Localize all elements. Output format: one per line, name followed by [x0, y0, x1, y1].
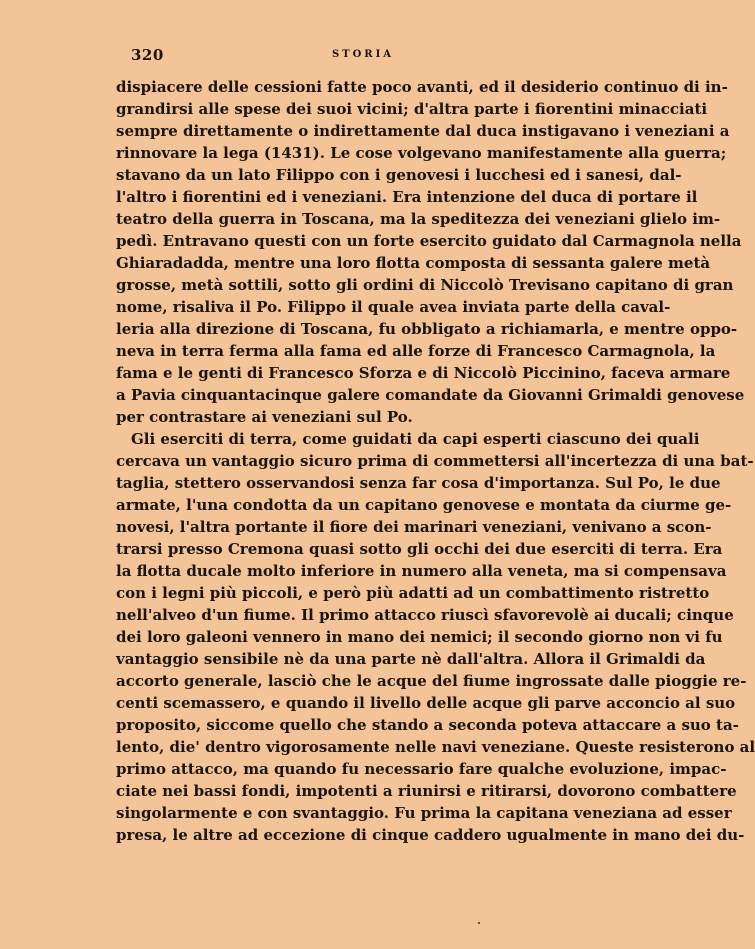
text-line: nell'alveo d'un fiume. Il primo attacco riuscì sfavorevolè ai ducali; cinque	[116, 606, 734, 624]
text-line: grosse, metà sottili, sotto gli ordini di Niccolò Trevisano capitano di gran	[116, 276, 734, 294]
text-line: teatro della guerra in Toscana, ma la speditezza dei veneziani glielo im-	[116, 210, 721, 228]
text-line: sempre direttamente o indirettamente dal duca instigavano i veneziani a	[116, 122, 730, 140]
text-line: ciate nei bassi fondi, impotenti a riunirsi e ritirarsi, dovorono combattere	[116, 782, 737, 800]
paragraph	[116, 428, 755, 846]
text-line: lento, die' dentro vigorosamente nelle navi veneziane. Queste resisterono al	[116, 738, 755, 756]
text-line: per contrastare ai veneziani sul Po.	[116, 408, 413, 426]
page-number: 320	[131, 46, 164, 64]
text-line: presa, le altre ad eccezione di cinque caddero ugualmente in mano dei du-	[116, 826, 745, 844]
text-line: nome, risaliva il Po. Filippo il quale avea inviata parte della caval-	[116, 298, 671, 316]
text-line: singolarmente e con svantaggio. Fu prima la capitana veneziana ad esser	[116, 804, 732, 822]
text-line: armate, l'una condotta da un capitano genovese e montata da ciurme ge-	[116, 496, 732, 514]
text-line: centi scemassero, e quando il livello delle acque gli parve acconcio al suo	[116, 694, 736, 712]
text-line: dispiacere delle cessioni fatte poco avanti, ed il desiderio continuo di in-	[116, 78, 728, 96]
text-line: a Pavia cinquantacinque galere comandate da Giovanni Grimaldi genovese	[116, 386, 745, 404]
text-line: Gli eserciti di terra, come guidati da capi esperti ciascuno dei quali	[131, 430, 700, 448]
text-line: fama e le genti di Francesco Sforza e di Niccolò Piccinino, faceva armare	[116, 364, 731, 382]
body-text	[116, 76, 755, 846]
text-line: vantaggio sensibile nè da una parte nè dall'altra. Allora il Grimaldi da	[116, 650, 706, 668]
text-line: stavano da un lato Filippo con i genovesi i lucchesi ed i sanesi, dal-	[116, 166, 682, 184]
text-line: cercava un vantaggio sicuro prima di commettersi all'incertezza di una bat-	[116, 452, 754, 470]
text-line: Ghiaradadda, mentre una loro flotta composta di sessanta galere metà	[116, 254, 711, 272]
text-line: primo attacco, ma quando fu necessario fare qualche evoluzione, impac-	[116, 760, 727, 778]
page-header	[115, 46, 611, 68]
text-line: dei loro galeoni vennero in mano dei nemici; il secondo giorno non vi fu	[116, 628, 723, 646]
text-line: neva in terra ferma alla fama ed alle forze di Francesco Carmagnola, la	[116, 342, 716, 360]
running-head: STORIA	[331, 49, 395, 60]
text-line: grandirsi alle spese dei suoi vicini; d'altra parte i fiorentini minacciati	[116, 100, 708, 118]
text-line: taglia, stettero osservandosi senza far cosa d'importanza. Sul Po, le due	[116, 474, 721, 492]
text-line: leria alla direzione di Toscana, fu obbligato a richiamarla, e mentre oppo-	[116, 320, 738, 338]
text-line: accorto generale, lasciò che le acque del fiume ingrossate dalle pioggie re-	[116, 672, 747, 690]
text-line: l'altro i fiorentini ed i veneziani. Era intenzione del duca di portare il	[116, 188, 698, 206]
text-line: proposito, siccome quello che stando a seconda poteva attaccare a suo ta-	[116, 716, 739, 734]
text-line: pedì. Entravano questi con un forte esercito guidato dal Carmagnola nella	[116, 232, 742, 250]
text-line: con i legni più piccoli, e però più adatti ad un combattimento ristretto	[116, 584, 710, 602]
ink-speck	[478, 922, 480, 924]
text-line: rinnovare la lega (1431). Le cose volgevano manifestamente alla guerra;	[116, 144, 727, 162]
text-line: la flotta ducale molto inferiore in numero alla veneta, ma si compensava	[116, 562, 727, 580]
text-line: novesi, l'altra portante il fiore dei marinari veneziani, venivano a scon-	[116, 518, 712, 536]
paragraph	[116, 76, 745, 428]
text-line: trarsi presso Cremona quasi sotto gli occhi dei due eserciti di terra. Era	[116, 540, 723, 558]
